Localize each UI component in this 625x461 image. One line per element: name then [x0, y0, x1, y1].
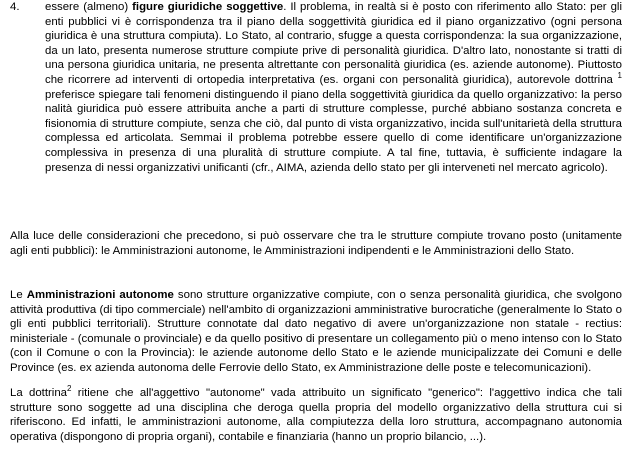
footnote-ref-1[interactable]: 1	[617, 70, 622, 80]
para2-bold-term: Amministrazioni autonome	[26, 289, 174, 301]
list-item-number: 4.	[10, 1, 20, 13]
para3-text-1: La dottrina	[10, 387, 67, 399]
list-item-4	[10, 0, 622, 175]
footnote-ref-2[interactable]: 2	[67, 384, 72, 393]
item4-text-2: . Il problema, in realtà si è posto con riferimento allo Stato: per gli enti pubblici vi è corrispondenza tra il piano della soggettività giuridica ed il piano organizzativo (ogni persona giuridica è una struttura compiuta). Lo Stato, al contrario, sfugge a questa corrispondenza: la sua organizzazione, da un lato, presenta numerose strutture compiute prive di personalità giuridica. D'altro lato, nonostante si tratti di una persona giuridica unitaria, ne presenta altrettante con personalità giuridica (es. aziende autonome). Piuttosto che ricorrere ad interventi di ortopedia interpretativa (es. organi con personalità giuridica), autorevole dottrina	[45, 1, 622, 86]
para2-text-1: Le	[10, 289, 27, 301]
para2-text-2: sono strutture organizzative compiute, con o senza personalità giuridica, che svolgono attività produttiva (di tipo commerciale) nell'ambito di organizzazioni amministrative burocratiche (generalmente lo Stato o gli enti pubblici territoriali). Strutture connotate dal dato negativo di avere un'organizzazione non statale - rectius: ministeriale - (comunale o provinciale) e da quello positivo di presentare un collegamento più o meno intenso con lo Stato (con il Comune o con la Provincia): le aziende autonome dello Stato e le aziende municipalizzate dei Comuni e delle Province (es. ex azienda autonoma delle Ferrovie dello Stato, ex Amministrazione delle poste e telecomunicazioni).	[10, 289, 622, 374]
paragraph-amministrazioni-autonome	[10, 288, 622, 376]
paragraph-strutture-compiute	[10, 229, 622, 258]
para3-text-2: ritiene che all'aggettivo "autonome" vada attribuito un significato "generico": l'aggettivo indica che tali strutture sono soggette ad una disciplina che deroga quella propria del modello organizzativo della struttura cui si riferiscono. Ed infatti, le amministrazioni autonome, alla compiutezza della loro struttura, accompagnano autonomia operativa (dispongono di propria organi), contabile e finanziaria (hanno un proprio bilancio, ...).	[10, 387, 623, 443]
list-item-body	[45, 0, 622, 175]
item4-text-3: preferisce spiegare tali fenomeni distinguendo il piano della soggettività giuridica da quello organizzativo: la perso nalità giuridica può essere attribuita anche a parti di strutture complesse, purché abbiano sostanza concreta e fisionomia di strutture compiute, senza che ciò, dal punto di vista organizzativo, incida sull'unitarietà della struttura complessa ed articolata. Semmai il problema potrebbe essere quello di come identificare un'organizzazione complessiva in presenza di una pluralità di strutture compiute. A tal fine, tuttavia, è sufficiente indagare la presenza di nessi organizzativi unificanti (cfr., AIMA, azienda dello stato per gli interveneti nel mercato agricolo).	[45, 88, 622, 174]
item4-text-1: essere (almeno)	[45, 1, 133, 13]
paragraph-1-text: Alla luce delle considerazioni che precedono, si può osservare che tra le strutture compiute trovano posto (unitamente agli enti pubblici): le Amministrazioni autonome, le Amministrazioni indipendenti e le Amministrazioni dello Stato.	[10, 230, 622, 257]
item4-bold-term: figure giuridiche soggettive	[132, 1, 284, 13]
paragraph-dottrina	[10, 386, 622, 444]
